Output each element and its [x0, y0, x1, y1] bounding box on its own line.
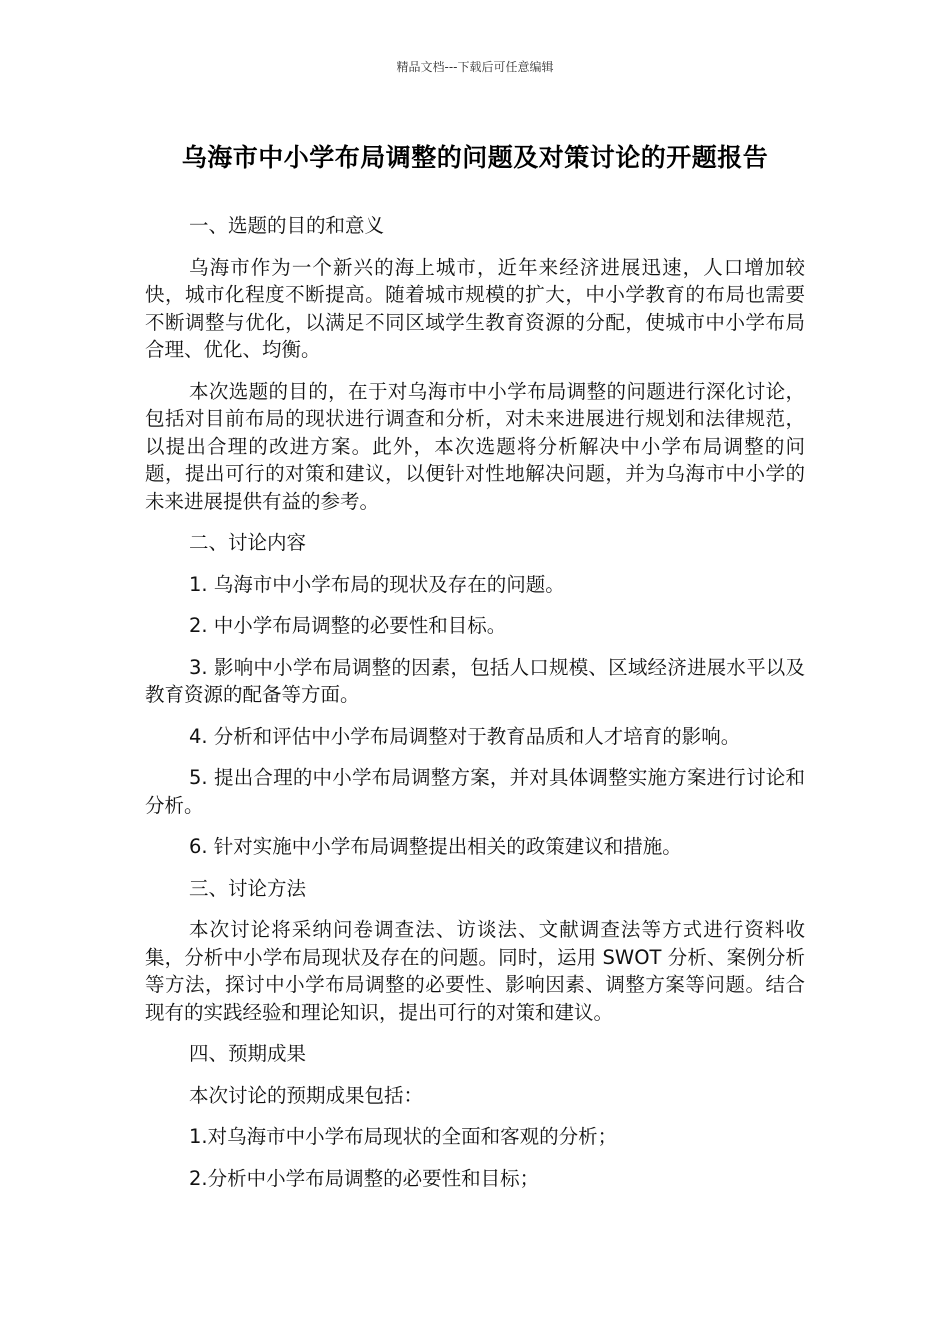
- list-item: 2. 中小学布局调整的必要性和目标。: [189, 614, 507, 637]
- list-item: 5. 提出合理的中小学布局调整方案，并对具体调整实施方案进行讨论和分析。: [145, 766, 805, 817]
- paragraph: 本次讨论将采纳问卷调查法、访谈法、文献调查法等方式进行资料收集，分析中小学布局现状及存在的问题。同时，运用 SWOT 分析、案例分析等方法，探讨中小学布局调整的必要性、影响因素、调整方案等问题。结合现有的实践经验和理论知识，提出可行的对策和建议。: [145, 918, 805, 1024]
- list-item: 1. 乌海市中小学布局的现状及存在的问题。: [189, 572, 565, 596]
- list-item: 6. 针对实施中小学布局调整提出相关的政策建议和措施。: [189, 835, 682, 858]
- section-heading-content: 二、讨论内容: [189, 531, 307, 554]
- list-item: 1.对乌海市中小学布局现状的全面和客观的分析；: [189, 1125, 618, 1148]
- paragraph: 本次选题的目的，在于对乌海市中小学布局调整的问题进行深化讨论，包括对目前布局的现状进行调查和分析，对未来进展进行规划和法律规范，以提出合理的改进方案。此外，本次选题将分析解决中小学布局调整的问题，提出可行的对策和建议，以便针对性地解决问题，并为乌海市中小学的未来进展提供有益的参考。: [145, 379, 805, 513]
- list-item: 3. 影响中小学布局调整的因素，包括人口规模、区域经济进展水平以及教育资源的配备等方面。: [145, 655, 805, 706]
- document-body: [145, 212, 805, 1206]
- paragraph: 本次讨论的预期成果包括：: [189, 1083, 424, 1107]
- list-item: 4. 分析和评估中小学布局调整对于教育品质和人才培育的影响。: [189, 724, 741, 748]
- section-heading-outcomes: 四、预期成果: [189, 1042, 307, 1065]
- section-heading-methods: 三、讨论方法: [189, 876, 307, 900]
- document-title: 乌海市中小学布局调整的问题及对策讨论的开题报告: [181, 143, 769, 172]
- section-heading-purpose: 一、选题的目的和意义: [189, 214, 385, 237]
- paragraph: 乌海市作为一个新兴的海上城市，近年来经济进展迅速，人口增加较快，城市化程度不断提高。随着城市规模的扩大，中小学教育的布局也需要不断调整与优化，以满足不同区域学生教育资源的分配，使城市中小学布局合理、优化、均衡。: [145, 255, 805, 361]
- header-note: 精品文档---下载后可任意编辑: [396, 60, 554, 74]
- list-item: 2.分析中小学布局调整的必要性和目标；: [189, 1166, 540, 1190]
